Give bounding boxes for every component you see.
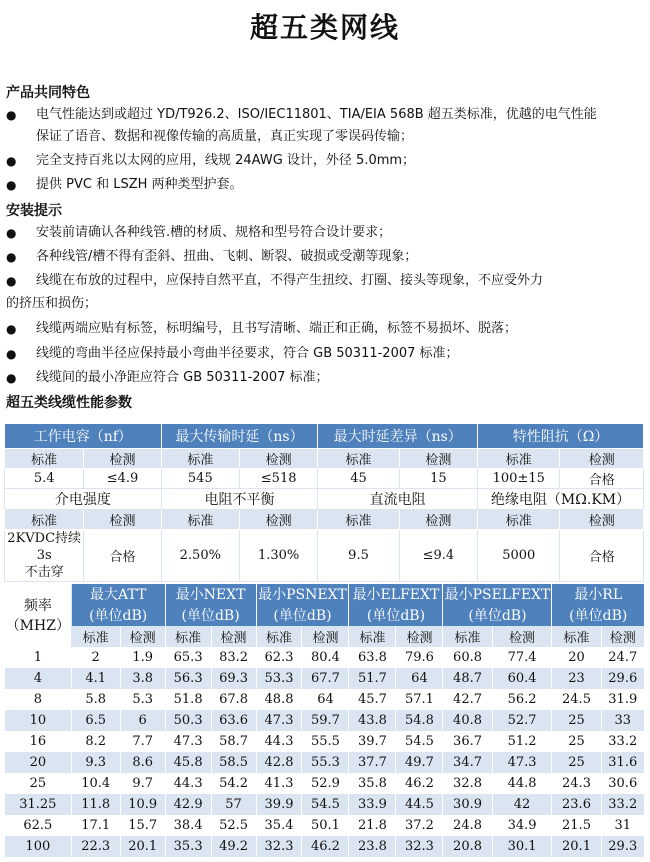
table-cell: 25 bbox=[552, 731, 601, 752]
table-cell: ≤4.9 bbox=[84, 469, 161, 489]
table-cell: 52.9 bbox=[302, 773, 349, 794]
list-item bbox=[6, 367, 644, 389]
table-cell: 56.2 bbox=[492, 689, 552, 710]
table-cell: 22.3 bbox=[71, 836, 120, 857]
table-cell: 46.2 bbox=[396, 773, 443, 794]
list-item bbox=[6, 246, 644, 268]
table-cell: 67.8 bbox=[211, 689, 256, 710]
table-cell: 36.7 bbox=[443, 731, 492, 752]
table-cell: 46.2 bbox=[302, 836, 349, 857]
table-cell: 10.9 bbox=[120, 794, 165, 815]
table-row bbox=[5, 773, 645, 794]
table-cell: 合格 bbox=[560, 530, 644, 582]
freq-header bbox=[5, 584, 72, 647]
install-heading: 安装提示 bbox=[6, 203, 62, 219]
table-cell: 54.5 bbox=[396, 731, 443, 752]
performance-table-2 bbox=[4, 584, 644, 857]
table-cell: 54.8 bbox=[396, 710, 443, 731]
table-cell: 48.8 bbox=[256, 689, 302, 710]
table-cell: 6.5 bbox=[71, 710, 120, 731]
table-cell: 40.8 bbox=[443, 710, 492, 731]
table-cell: 56.3 bbox=[165, 668, 211, 689]
table-cell: 15 bbox=[399, 469, 477, 489]
table-cell: 25 bbox=[552, 752, 601, 773]
table-cell: 8.6 bbox=[120, 752, 165, 773]
table-cell: 54.5 bbox=[302, 794, 349, 815]
table-cell: 24.3 bbox=[552, 773, 601, 794]
header-cell: 最大传输时延（ns） bbox=[161, 424, 318, 449]
freq-label: 频率 bbox=[23, 597, 52, 614]
table-cell: 20.1 bbox=[552, 836, 601, 857]
table-cell: 31 bbox=[601, 815, 644, 836]
table-cell: 20.1 bbox=[120, 836, 165, 857]
header-cell: 介电强度 bbox=[5, 489, 162, 510]
table-cell: 21.8 bbox=[349, 815, 396, 836]
table-cell: 63.6 bbox=[211, 710, 256, 731]
header-cell: 最大时延差异（ns） bbox=[318, 424, 478, 449]
sub-header-cell: 标准 bbox=[552, 626, 601, 647]
group-unit: (单位dB) bbox=[349, 605, 443, 626]
list-item-text: 提供 PVC 和 LSZH 两种类型护套。 bbox=[36, 177, 243, 192]
table-cell: 17.1 bbox=[71, 815, 120, 836]
bullet-icon: ● bbox=[6, 250, 17, 264]
list-item-text: 线缆两端应贴有标签，标明编号，且书写清晰、端正和正确，标签不易损坏、脱落； bbox=[36, 321, 518, 336]
table-cell: ≤9.4 bbox=[399, 530, 477, 582]
group-header: 最小PSELFEXT bbox=[443, 584, 552, 605]
freq-cell: 25 bbox=[5, 773, 72, 794]
table-cell: 44.8 bbox=[492, 773, 552, 794]
table-cell: 合格 bbox=[84, 530, 161, 582]
table-row bbox=[5, 647, 645, 668]
sub-header-cell: 标准 bbox=[318, 510, 399, 530]
table-cell: 24.8 bbox=[443, 815, 492, 836]
sub-header-cell: 检测 bbox=[560, 449, 644, 469]
table-row bbox=[5, 836, 645, 857]
table-cell: 42.9 bbox=[165, 794, 211, 815]
table-cell: 29.6 bbox=[601, 668, 644, 689]
table-cell: 64 bbox=[302, 689, 349, 710]
list-item-text: 各种线管/槽不得有歪斜、扭曲、飞刺、断裂、破损或受潮等现象； bbox=[36, 249, 418, 264]
table-cell: 9.5 bbox=[318, 530, 399, 582]
bullet-icon: ● bbox=[6, 154, 17, 168]
table-cell: 1.9 bbox=[120, 647, 165, 668]
sub-header-cell: 标准 bbox=[161, 449, 239, 469]
table-cell: 4.1 bbox=[71, 668, 120, 689]
bullet-icon: ● bbox=[6, 371, 17, 385]
table-cell: 44.3 bbox=[165, 773, 211, 794]
bullet-icon: ● bbox=[6, 347, 17, 361]
table-cell: 合格 bbox=[560, 469, 644, 489]
list-item-continuation bbox=[6, 126, 644, 148]
table-cell: 33.2 bbox=[601, 794, 644, 815]
table-cell: 58.5 bbox=[211, 752, 256, 773]
table-cell: 24.5 bbox=[552, 689, 601, 710]
header-cell: 直流电阻 bbox=[318, 489, 478, 510]
group-header: 最小RL bbox=[552, 584, 644, 605]
bullet-icon: ● bbox=[6, 178, 17, 192]
sub-header-cell: 检测 bbox=[120, 626, 165, 647]
table-cell: 39.7 bbox=[349, 731, 396, 752]
table-cell: 23.6 bbox=[552, 794, 601, 815]
list-item bbox=[6, 318, 644, 340]
page-title: 超五类网线 bbox=[249, 11, 400, 44]
list-item-text: 线缆间的最小净距应符合 GB 50311-2007 标准； bbox=[36, 370, 329, 385]
table-cell: 57 bbox=[211, 794, 256, 815]
list-item-text: 安装前请确认各种线管.槽的材质、规格和型号符合设计要求； bbox=[36, 225, 392, 240]
freq-cell: 8 bbox=[5, 689, 72, 710]
sub-header-cell: 检测 bbox=[399, 449, 477, 469]
table-cell: 29.3 bbox=[601, 836, 644, 857]
table-cell: 8.2 bbox=[71, 731, 120, 752]
table-cell: 33.9 bbox=[349, 794, 396, 815]
table-cell: 32.3 bbox=[256, 836, 302, 857]
list-item-text: 的挤压和损伤； bbox=[6, 296, 98, 311]
table-cell: 39.9 bbox=[256, 794, 302, 815]
table-cell: 32.8 bbox=[443, 773, 492, 794]
sub-header-cell: 检测 bbox=[396, 626, 443, 647]
table-cell: 38.4 bbox=[165, 815, 211, 836]
group-unit: (单位dB) bbox=[552, 605, 644, 626]
header-cell: 绝缘电阻（MΩ.KM） bbox=[478, 489, 644, 510]
freq-unit: （MHZ） bbox=[5, 617, 70, 634]
table-cell: 37.7 bbox=[349, 752, 396, 773]
list-item-text: 完全支持百兆以太网的应用，线规 24AWG 设计，外径 5.0mm； bbox=[36, 153, 416, 168]
table-cell: 3.8 bbox=[120, 668, 165, 689]
group-unit: (单位dB) bbox=[256, 605, 349, 626]
table-cell: 53.3 bbox=[256, 668, 302, 689]
sub-header-cell: 标准 bbox=[256, 626, 302, 647]
table-cell: 42 bbox=[492, 794, 552, 815]
list-item-text: 保证了语音、数据和视像传输的高质量，真正实现了零误码传输； bbox=[36, 129, 414, 144]
table-cell: 24.7 bbox=[601, 647, 644, 668]
table-cell: 23 bbox=[552, 668, 601, 689]
table-cell: 51.8 bbox=[165, 689, 211, 710]
bullet-icon: ● bbox=[6, 274, 17, 288]
table-row bbox=[5, 731, 645, 752]
group-header: 最大ATT bbox=[71, 584, 165, 605]
table-cell: 52.7 bbox=[492, 710, 552, 731]
list-item-text: 电气性能达到或超过 YD/T926.2、ISO/IEC11801、TIA/EIA 568B 超五类标准，优越的电气性能 bbox=[36, 107, 597, 122]
bullet-icon: ● bbox=[6, 226, 17, 240]
table-cell-line: 2KVDC持续3s bbox=[7, 531, 82, 563]
table-cell: 51.2 bbox=[492, 731, 552, 752]
table-cell: 1.30% bbox=[239, 530, 317, 582]
table-cell: 6 bbox=[120, 710, 165, 731]
table-cell: 62.3 bbox=[256, 647, 302, 668]
table-cell: 20 bbox=[552, 647, 601, 668]
list-item bbox=[6, 343, 644, 365]
table-cell: 83.2 bbox=[211, 647, 256, 668]
table-cell: 42.8 bbox=[256, 752, 302, 773]
table-cell: 52.5 bbox=[211, 815, 256, 836]
table-cell: 45 bbox=[318, 469, 399, 489]
table-cell: 23.8 bbox=[349, 836, 396, 857]
sub-header-cell: 标准 bbox=[5, 510, 84, 530]
table-row bbox=[5, 689, 645, 710]
group-unit: (单位dB) bbox=[165, 605, 256, 626]
freq-cell: 16 bbox=[5, 731, 72, 752]
group-unit: (单位dB) bbox=[443, 605, 552, 626]
table-cell: 2 bbox=[71, 647, 120, 668]
table-cell: 77.4 bbox=[492, 647, 552, 668]
table-cell: 47.3 bbox=[492, 752, 552, 773]
freq-cell: 62.5 bbox=[5, 815, 72, 836]
table-cell: 44.3 bbox=[256, 731, 302, 752]
group-header: 最小NEXT bbox=[165, 584, 256, 605]
group-unit: (单位dB) bbox=[71, 605, 165, 626]
table-cell: 51.7 bbox=[349, 668, 396, 689]
table-cell: 44.5 bbox=[396, 794, 443, 815]
sub-header-cell: 检测 bbox=[239, 510, 317, 530]
table-cell: 67.7 bbox=[302, 668, 349, 689]
table-cell: 54.2 bbox=[211, 773, 256, 794]
header-cell: 工作电容（nf） bbox=[5, 424, 162, 449]
sub-header-cell: 检测 bbox=[84, 510, 161, 530]
sub-header-cell: 标准 bbox=[5, 449, 84, 469]
sub-header-cell: 标准 bbox=[443, 626, 492, 647]
sub-header-cell: 标准 bbox=[71, 626, 120, 647]
table-cell: 30.9 bbox=[443, 794, 492, 815]
sub-header-cell: 标准 bbox=[478, 510, 560, 530]
table-cell: 5.3 bbox=[120, 689, 165, 710]
table-cell: 2.50% bbox=[161, 530, 239, 582]
table-cell: 47.3 bbox=[165, 731, 211, 752]
table-cell: 45.8 bbox=[165, 752, 211, 773]
params-heading: 超五类线缆性能参数 bbox=[6, 395, 132, 411]
table-cell: 9.3 bbox=[71, 752, 120, 773]
table-cell: 5.4 bbox=[5, 469, 84, 489]
table-cell: 34.9 bbox=[492, 815, 552, 836]
table-row bbox=[5, 710, 645, 731]
table-cell: 79.6 bbox=[396, 647, 443, 668]
table-cell: 5000 bbox=[478, 530, 560, 582]
sub-header-cell: 检测 bbox=[211, 626, 256, 647]
freq-cell: 10 bbox=[5, 710, 72, 731]
table-cell: 65.3 bbox=[165, 647, 211, 668]
sub-header-cell: 检测 bbox=[492, 626, 552, 647]
table-cell: 9.7 bbox=[120, 773, 165, 794]
table-cell: 80.4 bbox=[302, 647, 349, 668]
table-cell: 43.8 bbox=[349, 710, 396, 731]
list-item bbox=[6, 222, 644, 244]
table-cell: 545 bbox=[161, 469, 239, 489]
table-cell: 41.3 bbox=[256, 773, 302, 794]
table-cell: 100±15 bbox=[478, 469, 560, 489]
table-cell: 50.1 bbox=[302, 815, 349, 836]
sub-header-cell: 检测 bbox=[239, 449, 317, 469]
table-cell: 63.8 bbox=[349, 647, 396, 668]
table-cell: 45.7 bbox=[349, 689, 396, 710]
sub-header-cell: 标准 bbox=[161, 510, 239, 530]
table-cell: 31.9 bbox=[601, 689, 644, 710]
table-cell: 37.2 bbox=[396, 815, 443, 836]
table-cell-line: 不击穿 bbox=[24, 565, 64, 580]
freq-cell: 31.25 bbox=[5, 794, 72, 815]
table-cell: ≤518 bbox=[239, 469, 317, 489]
table-cell: 7.7 bbox=[120, 731, 165, 752]
table-cell bbox=[5, 530, 84, 582]
freq-cell: 1 bbox=[5, 647, 72, 668]
list-item bbox=[6, 104, 644, 126]
freq-cell: 20 bbox=[5, 752, 72, 773]
table-cell: 58.7 bbox=[211, 731, 256, 752]
sub-header-cell: 检测 bbox=[84, 449, 161, 469]
table-cell: 55.3 bbox=[302, 752, 349, 773]
table-cell: 35.4 bbox=[256, 815, 302, 836]
table-cell: 11.8 bbox=[71, 794, 120, 815]
table-cell: 35.3 bbox=[165, 836, 211, 857]
freq-cell: 100 bbox=[5, 836, 72, 857]
table-cell: 64 bbox=[396, 668, 443, 689]
table-cell: 25 bbox=[552, 710, 601, 731]
sub-header-cell: 标准 bbox=[318, 449, 399, 469]
sub-header-cell: 标准 bbox=[165, 626, 211, 647]
sub-header-cell: 检测 bbox=[560, 510, 644, 530]
table-cell: 50.3 bbox=[165, 710, 211, 731]
table-cell: 48.7 bbox=[443, 668, 492, 689]
table-cell: 21.5 bbox=[552, 815, 601, 836]
bullet-icon: ● bbox=[6, 108, 17, 122]
table-cell: 10.4 bbox=[71, 773, 120, 794]
sub-header-cell: 检测 bbox=[399, 510, 477, 530]
table-cell: 49.2 bbox=[211, 836, 256, 857]
freq-cell: 4 bbox=[5, 668, 72, 689]
table-cell: 69.3 bbox=[211, 668, 256, 689]
table-cell: 60.8 bbox=[443, 647, 492, 668]
table-cell: 60.4 bbox=[492, 668, 552, 689]
table-cell: 35.8 bbox=[349, 773, 396, 794]
list-item bbox=[6, 270, 644, 292]
table-cell: 47.3 bbox=[256, 710, 302, 731]
table-row bbox=[5, 752, 645, 773]
list-item bbox=[6, 174, 644, 196]
bullet-icon: ● bbox=[6, 322, 17, 336]
performance-table-1 bbox=[4, 423, 644, 582]
group-header: 最小ELFEXT bbox=[349, 584, 443, 605]
list-item-text: 线缆的弯曲半径应保持最小弯曲半径要求，符合 GB 50311-2007 标准； bbox=[36, 346, 459, 361]
table-row bbox=[5, 668, 645, 689]
table-cell: 59.7 bbox=[302, 710, 349, 731]
table-cell: 55.5 bbox=[302, 731, 349, 752]
table-cell: 15.7 bbox=[120, 815, 165, 836]
sub-header-cell: 检测 bbox=[601, 626, 644, 647]
sub-header-cell: 标准 bbox=[478, 449, 560, 469]
table-cell: 30.6 bbox=[601, 773, 644, 794]
table-cell: 49.7 bbox=[396, 752, 443, 773]
list-item bbox=[6, 150, 644, 172]
header-cell: 电阻不平衡 bbox=[161, 489, 318, 510]
sub-header-cell: 标准 bbox=[349, 626, 396, 647]
features-heading: 产品共同特色 bbox=[6, 85, 90, 101]
table-cell: 20.8 bbox=[443, 836, 492, 857]
sub-header-cell: 检测 bbox=[302, 626, 349, 647]
table-cell: 31.6 bbox=[601, 752, 644, 773]
table-cell: 32.3 bbox=[396, 836, 443, 857]
table-cell: 33.2 bbox=[601, 731, 644, 752]
header-cell: 特性阻抗（Ω） bbox=[478, 424, 644, 449]
group-header: 最小PSNEXT bbox=[256, 584, 349, 605]
table-cell: 33 bbox=[601, 710, 644, 731]
table-cell: 57.1 bbox=[396, 689, 443, 710]
table-row bbox=[5, 815, 645, 836]
list-item-text: 线缆在布放的过程中，应保持自然平直，不得产生扭绞、打圈、接头等现象，不应受外力 bbox=[36, 273, 544, 288]
table-row bbox=[5, 794, 645, 815]
table-cell: 30.1 bbox=[492, 836, 552, 857]
table-cell: 34.7 bbox=[443, 752, 492, 773]
table-cell: 5.8 bbox=[71, 689, 120, 710]
table-cell: 42.7 bbox=[443, 689, 492, 710]
list-item-continuation bbox=[6, 293, 644, 315]
